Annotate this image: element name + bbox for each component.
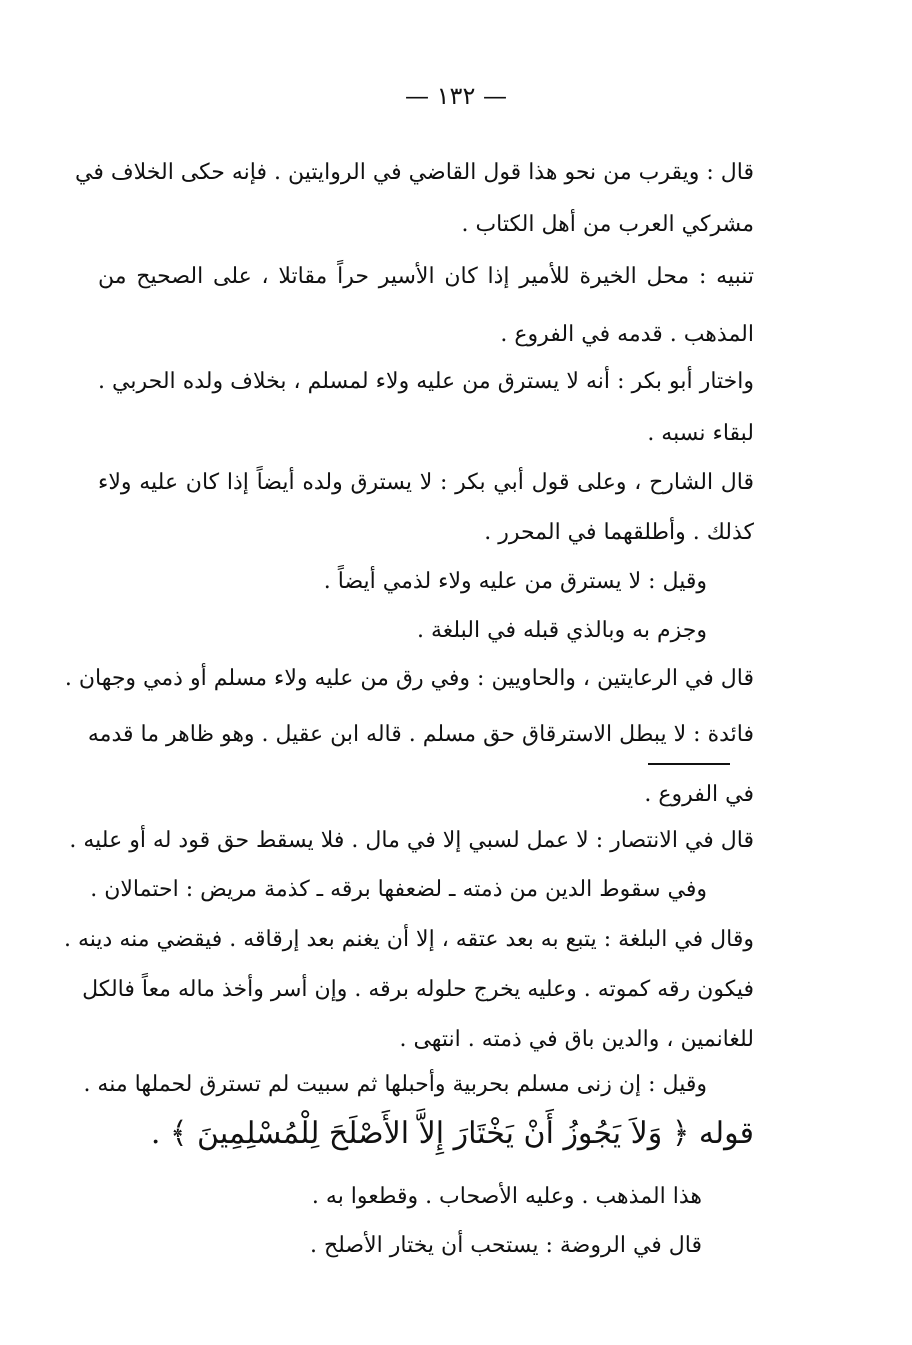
text-line-5: واختار أبو بكر : أنه لا يسترق من عليه ولاء لمسلم ، بخلاف ولده الحربي . — [98, 369, 754, 394]
page-number: — ١٣٢ — — [405, 82, 507, 110]
text-line-11: قال في الرعايتين ، والحاويين : وفي رق من عليه ولاء مسلم أو ذمي وجهان . — [64, 666, 754, 691]
text-line-9: وقيل : لا يسترق من عليه ولاء لذمي أيضاً . — [323, 569, 707, 594]
text-line-10: وجزم به وبالذي قبله في البلغة . — [416, 618, 707, 643]
text-line-22: قال في الروضة : يستحب أن يختار الأصلح . — [309, 1233, 702, 1258]
text-line-19: وقيل : إن زنى مسلم بحربية وأحبلها ثم سبيت لم تسترق لحملها منه . — [83, 1072, 707, 1097]
text-line-13: في الفروع . — [644, 782, 754, 807]
text-line-17: فيكون رقه كموته . وعليه يخرج حلوله برقه . وإن أسر وأخذ ماله معاً فالكل — [82, 977, 754, 1002]
text-line-14: قال في الانتصار : لا عمل لسبي إلا في مال . فلا يسقط حق قود له أو عليه . — [69, 828, 754, 853]
text-line-2: مشركي العرب من أهل الكتاب . — [461, 212, 754, 237]
underline-rule — [648, 763, 730, 765]
text-line-6: لبقاء نسبه . — [647, 421, 754, 446]
text-line-16: وقال في البلغة : يتبع به بعد عتقه ، إلا أن يغنم بعد إرقاقه . فيقضي منه دينه . — [64, 927, 754, 952]
text-line-7: قال الشارح ، وعلى قول أبي بكر : لا يسترق ولده أيضاً إذا كان عليه ولاء — [98, 470, 754, 495]
text-line-8: كذلك . وأطلقهما في المحرر . — [484, 520, 754, 545]
text-line-15: وفي سقوط الدين من ذمته ـ لضعفها برقه ـ كذمة مريض : احتمالان . — [90, 877, 707, 902]
text-line-18: للغانمين ، والدين باق في ذمته . انتهى . — [399, 1027, 754, 1052]
text-line-1: قال : ويقرب من نحو هذا قول القاضي في الروايتين . فإنه حكى الخلاف في — [75, 160, 754, 185]
text-line-4: المذهب . قدمه في الفروع . — [500, 322, 754, 347]
quran-quote-line: قوله ﴿ وَلاَ يَجُوزُ أَنْ يَخْتَارَ إِلاَّ الأَصْلَحَ لِلْمُسْلِمِينَ ﴾ . — [150, 1116, 754, 1151]
text-line-12: فائدة : لا يبطل الاسترقاق حق مسلم . قاله ابن عقيل . وهو ظاهر ما قدمه — [87, 722, 754, 747]
text-line-21: هذا المذهب . وعليه الأصحاب . وقطعوا به . — [311, 1184, 702, 1209]
text-line-3: تنبيه : محل الخيرة للأمير إذا كان الأسير حراً مقاتلا ، على الصحيح من — [98, 264, 754, 289]
